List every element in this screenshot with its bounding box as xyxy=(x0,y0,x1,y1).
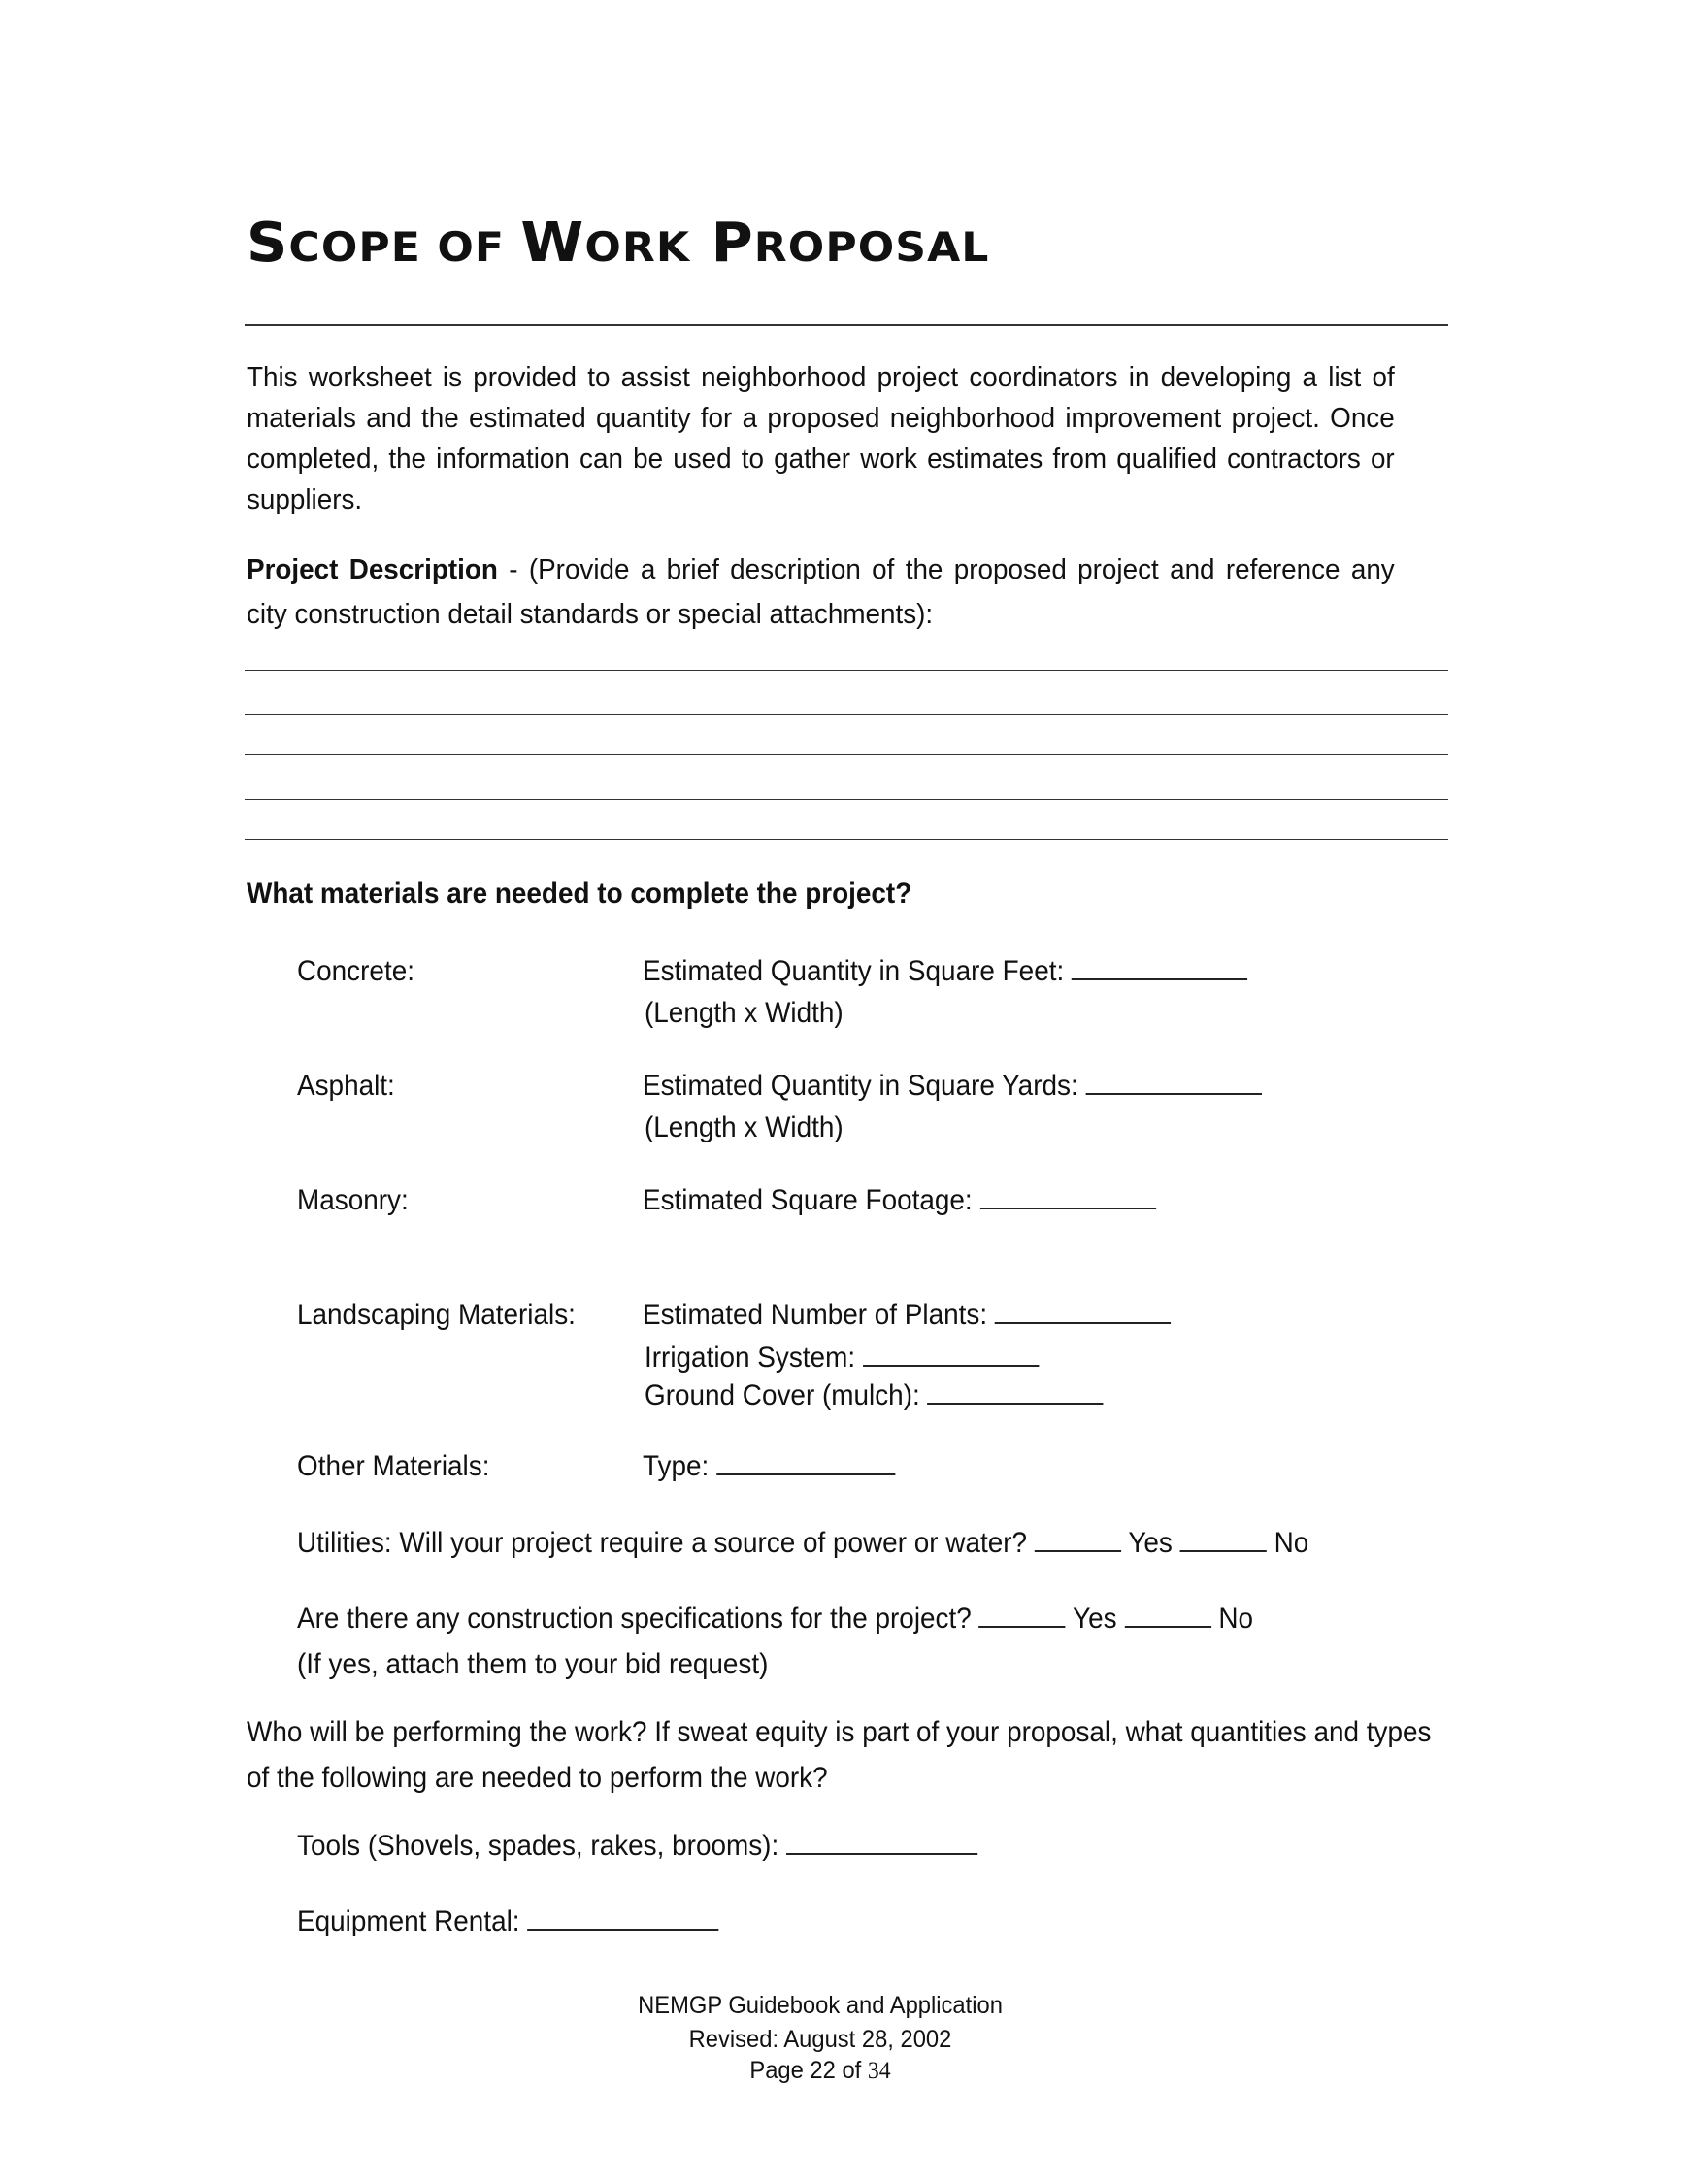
description-line-2[interactable] xyxy=(245,714,1448,715)
masonry-quantity: Estimated Square Footage: xyxy=(643,1184,1156,1217)
other-materials-type: Type: xyxy=(643,1450,895,1483)
plants-quantity: Estimated Number of Plants: xyxy=(643,1299,1171,1332)
type-field[interactable] xyxy=(716,1450,895,1475)
asphalt-note: (Length x Width) xyxy=(645,1111,844,1143)
equipment-rental-row: Equipment Rental: xyxy=(297,1905,718,1938)
specifications-yes-field[interactable] xyxy=(979,1603,1066,1628)
concrete-quantity-field[interactable] xyxy=(1072,955,1247,980)
landscaping-label: Landscaping Materials: xyxy=(297,1299,576,1331)
concrete-quantity: Estimated Quantity in Square Feet: xyxy=(643,955,1247,988)
ground-cover: Ground Cover (mulch): xyxy=(645,1379,1104,1412)
specifications-note: (If yes, attach them to your bid request) xyxy=(297,1648,769,1680)
description-line-1[interactable] xyxy=(245,670,1448,671)
utilities-no-field[interactable] xyxy=(1180,1527,1267,1552)
tools-field[interactable] xyxy=(786,1830,977,1855)
project-description-label: Project Description xyxy=(247,554,498,585)
asphalt-quantity-field[interactable] xyxy=(1085,1070,1261,1095)
page-title: SCOPE OF WORK PROPOSAL xyxy=(247,212,990,275)
intro-paragraph: This worksheet is provided to assist neighborhood project coordinators in developing a list of materials and the estimated quantity for a proposed neighborhood improvement project. Once completed, the information can be used to gather work estimates from qualified contractors or suppliers. xyxy=(247,362,1395,515)
description-line-4[interactable] xyxy=(245,799,1448,800)
title-divider xyxy=(245,324,1448,326)
footer-page-number: Page 22 of 34 xyxy=(749,2057,891,2084)
specifications-question: Are there any construction specifications for the project? Yes No xyxy=(297,1603,1254,1635)
asphalt-label: Asphalt: xyxy=(297,1070,395,1102)
equipment-rental-field[interactable] xyxy=(527,1905,718,1931)
concrete-note: (Length x Width) xyxy=(645,997,844,1029)
other-materials-label: Other Materials: xyxy=(297,1450,490,1482)
ground-cover-field[interactable] xyxy=(928,1379,1104,1405)
asphalt-quantity: Estimated Quantity in Square Yards: xyxy=(643,1070,1262,1103)
tools-field-row: Tools (Shovels, spades, rakes, brooms): xyxy=(297,1830,977,1863)
work-question-line-1: Who will be performing the work? If sweat equity is part of your proposal, what quantities and types xyxy=(247,1716,1432,1748)
utilities-question: Utilities: Will your project require a source of power or water? Yes No xyxy=(297,1527,1309,1559)
materials-heading: What materials are needed to complete the project? xyxy=(247,877,912,910)
description-line-3[interactable] xyxy=(245,754,1448,755)
plants-field[interactable] xyxy=(995,1299,1171,1324)
concrete-label: Concrete: xyxy=(297,955,414,987)
project-description-prompt: Project Description - (Provide a brief description of the proposed project and reference any city construction detail standards or special attachments): xyxy=(247,554,1395,630)
irrigation-field[interactable] xyxy=(863,1341,1039,1367)
masonry-quantity-field[interactable] xyxy=(979,1184,1155,1209)
specifications-no-field[interactable] xyxy=(1124,1603,1210,1628)
masonry-label: Masonry: xyxy=(297,1184,409,1216)
utilities-yes-field[interactable] xyxy=(1035,1527,1121,1552)
footer-revised: Revised: August 28, 2002 xyxy=(688,2026,952,2053)
description-line-5[interactable] xyxy=(245,839,1448,840)
irrigation-system: Irrigation System: xyxy=(645,1341,1039,1374)
footer-guidebook: NEMGP Guidebook and Application xyxy=(638,1992,1003,2019)
work-question-line-2: of the following are needed to perform the work? xyxy=(247,1762,828,1794)
